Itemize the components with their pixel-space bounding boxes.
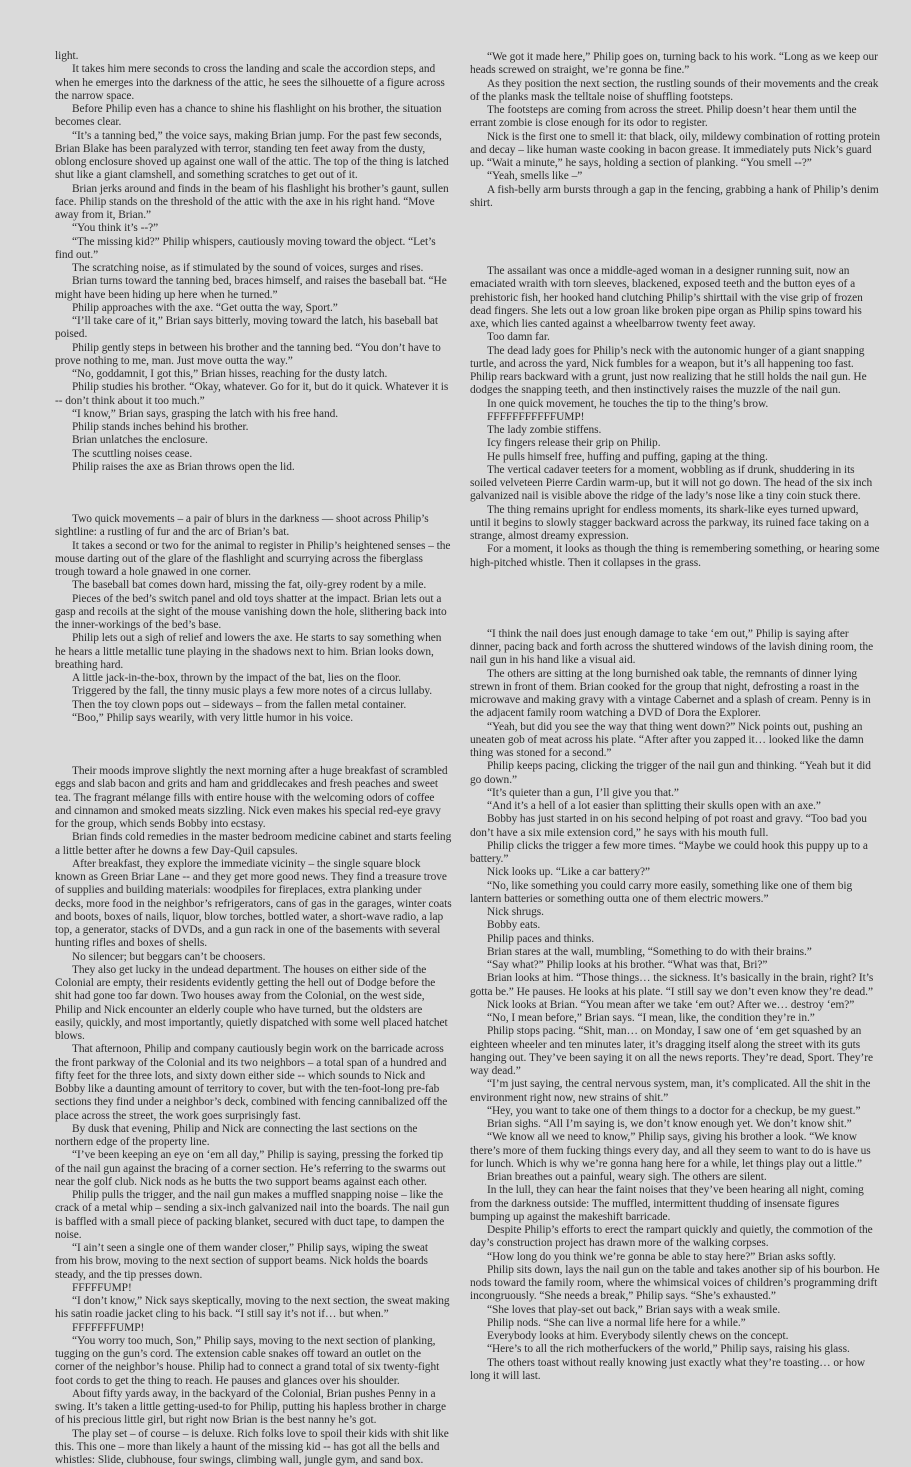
paragraph: It takes a second or two for the animal to register in Philip’s heightened senses – the mouse darting out of the glare of the flashlight and scurrying across the fiberglass trough toward a hole gnawed in one corner.: [55, 540, 452, 580]
paragraph: Icy fingers release their grip on Philip.: [470, 437, 880, 450]
paragraph: Two quick movements – a pair of blurs in the darkness — shoot across Philip’s sightline: a rustling of fur and the arc of Brian’s bat.: [55, 513, 452, 540]
paragraph: In one quick movement, he touches the tip to the thing’s brow.: [470, 398, 880, 411]
paragraph: Brian turns toward the tanning bed, braces himself, and raises the baseball bat. “He might have been hiding up here when he turned.”: [55, 275, 452, 302]
paragraph: About fifty yards away, in the backyard of the Colonial, Brian pushes Penny in a swing. It’s taken a little getting-used-to for Philip, putting his hapless brother in charge of his precious little girl, but right now Brian is the best nanny he’s got.: [55, 1388, 452, 1428]
paragraph: Brian finds cold remedies in the master bedroom medicine cabinet and starts feeling a little better after he downs a few Day-Quil capsules.: [55, 831, 452, 858]
paragraph: A fish-belly arm bursts through a gap in the fencing, grabbing a hank of Philip’s denim shirt.: [470, 184, 880, 211]
paragraph: Bobby eats.: [470, 919, 880, 932]
paragraph: After breakfast, they explore the immediate vicinity – the single square block known as Green Briar Lane -- and they get more good news. They find a treasure trove of supplies and building materials: woodpiles for fireplaces, extra planking under decks, more food in the neighbor’s refrigerators, cans of gas in the garages, winter coats and boots, boxes of nails, liquor, blow torches, bottled water, a short-wave radio, a lap top, a generator, stacks of DVDs, and a gun rack in one of the basements with several hunting rifles and boxes of shells.: [55, 858, 452, 951]
paragraph: Then the toy clown pops out – sideways – from the fallen metal container.: [55, 699, 452, 712]
paragraph: Philip approaches with the axe. “Get outta the way, Sport.”: [55, 302, 452, 315]
paragraph: light.: [55, 50, 452, 63]
paragraph: Philip studies his brother. “Okay, whatever. Go for it, but do it quick. Whatever it is -- don’t think about it too much.”: [55, 381, 452, 408]
paragraph: Philip pulls the trigger, and the nail gun makes a muffled snapping noise – like the crack of a metal whip – sending a six-inch galvanized nail into the boards. The nail gun is baffled with a small piece of packing blanket, secured with duct tape, to dampen the noise.: [55, 1189, 452, 1242]
paragraph: Pieces of the bed’s switch panel and old toys shatter at the impact. Brian lets out a gasp and recoils at the sight of the mouse vanishing down the hole, slithering back into the inner-workings of the bed’s base.: [55, 593, 452, 633]
paragraph: Philip paces and thinks.: [470, 933, 880, 946]
paragraph: Despite Philip’s efforts to erect the rampart quickly and quietly, the commotion of the day’s construction project has drawn more of the walking corpses.: [470, 1224, 880, 1251]
paragraph: Before Philip even has a chance to shine his flashlight on his brother, the situation becomes clear.: [55, 103, 452, 130]
paragraph: As they position the next section, the rustling sounds of their movements and the creak of the planks mask the telltale noise of shuffling footsteps.: [470, 78, 880, 105]
paragraph: “You worry too much, Son,” Philip says, moving to the next section of planking, tugging on the gun’s cord. The extension cable snakes off toward an outlet on the corner of the neighbor’s house. Philip had to connect a grand total of six twenty-fight foot cords to get the thing to reach. He pauses and glances over his shoulder.: [55, 1335, 452, 1388]
paragraph: The scratching noise, as if stimulated by the sound of voices, surges and rises.: [55, 262, 452, 275]
paragraph: Philip nods. “She can live a normal life here for a while.”: [470, 1317, 880, 1330]
paragraph: Philip sits down, lays the nail gun on the table and takes another sip of his bourbon. He nods toward the family room, where the whimsical voices of children’s programming drift incongruously. “She needs a break,” Philip says. “She’s exhausted.”: [470, 1264, 880, 1304]
paragraph: “Yeah, but did you see the way that thing went down?” Nick points out, pushing an uneaten gob of meat across his plate. “After after you zapped it… looked like the damn thing was stoned for a second.”: [470, 721, 880, 761]
section-footsteps: [470, 51, 880, 210]
paragraph: “How long do you think we’re gonna be able to stay here?” Brian asks softly.: [470, 1251, 880, 1264]
paragraph: “Hey, you want to take one of them things to a doctor for a checkup, be my guest.”: [470, 1105, 880, 1118]
paragraph: “She loves that play-set out back,” Brian says with a weak smile.: [470, 1304, 880, 1317]
paragraph: Brian breathes out a painful, weary sigh. The others are silent.: [470, 1171, 880, 1184]
paragraph: Philip keeps pacing, clicking the trigger of the nail gun and thinking. “Yeah but it did go down.”: [470, 760, 880, 787]
paragraph: Philip stops pacing. “Shit, man… on Monday, I saw one of ‘em get squashed by an eighteen wheeler and ten minutes later, it’s dragging itself along the street with its guts hanging out. They’ve been saying it on all the news reports. They’re dead, Sport. They’re way dead.”: [470, 1025, 880, 1078]
paragraph: Philip clicks the trigger a few more times. “Maybe we could hook this puppy up to a battery.”: [470, 840, 880, 867]
paragraph: “We got it made here,” Philip goes on, turning back to his work. “Long as we keep our heads screwed on straight, we’re gonna be fine.”: [470, 51, 880, 78]
paragraph: Triggered by the fall, the tinny music plays a few more notes of a circus lullaby.: [55, 685, 452, 698]
section-attic: [55, 50, 452, 474]
paragraph: The play set – of course – is deluxe. Rich folks love to spoil their kids with shit like this. This one – more than likely a haunt of the missing kid -- has got all the bells and whistles: Slide, clubhouse, four swings, climbing wall, jungle gym, and sand box.: [55, 1428, 452, 1467]
paragraph: Nick looks at Brian. “You mean after we take ‘em out? After we… destroy ‘em?”: [470, 999, 880, 1012]
paragraph: Brian unlatches the enclosure.: [55, 434, 452, 447]
paragraph: FFFFFUMP!: [55, 1282, 452, 1295]
paragraph: “I’m just saying, the central nervous system, man, it’s complicated. All the shit in the environment right now, new strains of shit.”: [470, 1078, 880, 1105]
paragraph: “Boo,” Philip says wearily, with very little humor in his voice.: [55, 712, 452, 725]
paragraph: “It’s a tanning bed,” the voice says, making Brian jump. For the past few seconds, Brian Blake has been paralyzed with terror, standing ten feet away from the dusty, oblong enclosure shoved up against one wall of the attic. The top of the thing is latched shut like a giant clamshell, and something scratches to get out of it.: [55, 130, 452, 183]
paragraph: In the lull, they can hear the faint noises that they’ve been hearing all night, coming from the darkness outside: The muffled, intermittent thudding of insensate figures bumping up against the makeshift barricade.: [470, 1184, 880, 1224]
paragraph: Philip raises the axe as Brian throws open the lid.: [55, 461, 452, 474]
paragraph: Nick shrugs.: [470, 906, 880, 919]
section-break: [470, 210, 880, 265]
paragraph: No silencer; but beggars can’t be choosers.: [55, 951, 452, 964]
paragraph: “Yeah, smells like –”: [470, 170, 880, 183]
paragraph: “We know all we need to know,” Philip says, giving his brother a look. “We know there’s more of them fucking things every day, and all they seem to want to do is have us for lunch. Which is why we’re gonna hang here for a while, let things play out a little.”: [470, 1131, 880, 1171]
paragraph: The baseball bat comes down hard, missing the fat, oily-grey rodent by a mile.: [55, 579, 452, 592]
paragraph: For a moment, it looks as though the thing is remembering something, or hearing some high-pitched whistle. Then it collapses in the grass.: [470, 543, 880, 570]
paragraph: Brian sighs. “All I’m saying is, we don’t know enough yet. We don’t know shit.”: [470, 1118, 880, 1131]
paragraph: “I ain’t seen a single one of them wander closer,” Philip says, wiping the sweat from his brow, moving to the next section of support beams. Nick holds the boards steady, and the tip presses down.: [55, 1242, 452, 1282]
section-break: [470, 570, 880, 628]
paragraph: They also get lucky in the undead department. The houses on either side of the Colonial are empty, their residents evidently getting the hell out of Dodge before the shit had gone too far down. Two houses away from the Colonial, on the west side, Philip and Nick encounter an elderly couple who have turned, but the oldsters are easily, quickly, and most importantly, quietly dispatched with some well placed hatchet blows.: [55, 964, 452, 1044]
paragraph: A little jack-in-the-box, thrown by the impact of the bat, lies on the floor.: [55, 672, 452, 685]
paragraph: The others are sitting at the long burnished oak table, the remnants of dinner lying strewn in front of them. Brian cooked for the group that night, defrosting a roast in the microwave and making gravy with a vintage Cabernet and a splash of cream. Penny is in the adjacent family room watching a DVD of Dora the Explorer.: [470, 668, 880, 721]
paragraph: “The missing kid?” Philip whispers, cautiously moving toward the object. “Let’s find out.”: [55, 236, 452, 263]
paragraph: That afternoon, Philip and company cautiously begin work on the barricade across the front parkway of the Colonial and its two neighbors – a total span of a hundred and fifty feet for the three lots, and sixty down either side -- which sounds to Nick and Bobby like a daunting amount of territory to cover, but with the ten-foot-long pre-fab sections they find under a neighbor’s deck, combined with fencing cannibalized off the place across the street, the work goes surprisingly fast.: [55, 1043, 452, 1123]
paragraph: “And it’s a hell of a lot easier than splitting their skulls open with an axe.”: [470, 800, 880, 813]
paragraph: Nick is the first one to smell it: that black, oily, mildewy combination of rotting protein and decay – like human waste cooking in bacon grease. It immediately puts Nick’s guard up. “Wait a minute,” he says, holding a section of planking. “You smell --?”: [470, 131, 880, 171]
paragraph: Brian stares at the wall, mumbling, “Something to do with their brains.”: [470, 946, 880, 959]
section-break: [55, 474, 452, 513]
paragraph: By dusk that evening, Philip and Nick are connecting the last sections on the northern edge of the property line.: [55, 1123, 452, 1150]
section-barricade: [55, 765, 452, 1467]
paragraph: Bobby has just started in on his second helping of pot roast and gravy. “Too bad you don’t have a six mile extension cord,” he says with his mouth full.: [470, 813, 880, 840]
paragraph: “I don’t know,” Nick says skeptically, moving to the next section, the sweat making his satin roadie jacket cling to his back. “I still say it’s not if… but when.”: [55, 1295, 452, 1322]
paragraph: The scuttling noises cease.: [55, 448, 452, 461]
paragraph: The others toast without really knowing just exactly what they’re toasting… or how long it will last.: [470, 1357, 880, 1384]
paragraph: Their moods improve slightly the next morning after a huge breakfast of scrambled eggs and slab bacon and grits and ham and griddlecakes and fresh peaches and sweet tea. The fragrant mélange fills with entire house with the welcoming odors of coffee and cinnamon and smoked meats sizzling. Nick even makes his special red-eye gravy for the group, which sends Bobby into ecstasy.: [55, 765, 452, 831]
paragraph: Everybody looks at him. Everybody silently chews on the concept.: [470, 1330, 880, 1343]
paragraph: Philip stands inches behind his brother.: [55, 421, 452, 434]
paragraph: Brian looks at him. “Those things… the sickness. It’s basically in the brain, right? It’s gotta be.” He pauses. He looks at his plate. “I still say we don’t even know they’re dead.”: [470, 972, 880, 999]
paragraph: Philip lets out a sigh of relief and lowers the axe. He starts to say something when he hears a little metallic tune playing in the shadows next to him. Brian looks down, breathing hard.: [55, 632, 452, 672]
paragraph: “Say what?” Philip looks at his brother. “What was that, Bri?”: [470, 959, 880, 972]
paragraph: It takes him mere seconds to cross the landing and scale the accordion steps, and when he emerges into the darkness of the attic, he sees the silhouette of a figure across the narrow space.: [55, 63, 452, 103]
paragraph: “I’ve been keeping an eye on ‘em all day,” Philip is saying, pressing the forked tip of the nail gun against the bracing of a corner section. He’s referring to the swarms out near the golf club. Nick nods as he butts the two support beams against each other.: [55, 1149, 452, 1189]
section-break: [55, 725, 452, 765]
section-assailant: [470, 265, 880, 570]
paragraph: The assailant was once a middle-aged woman in a designer running suit, now an emaciated wraith with torn sleeves, blackened, exposed teeth and the button eyes of a prehistoric fish, her hooked hand clutching Philip’s shirttail with the vise grip of frozen dead fingers. She lets out a low groan like broken pipe organ as Philip spins toward his axe, which lies canted against a wheelbarrow twenty feet away.: [470, 265, 880, 331]
paragraph: The lady zombie stiffens.: [470, 424, 880, 437]
paragraph: The thing remains upright for endless moments, its shark-like eyes turned upward, until it begins to slowly stagger backward across the parkway, its ruined face taking on a strange, almost dreamy expression.: [470, 504, 880, 544]
paragraph: “Here’s to all the rich motherfuckers of the world,” Philip says, raising his glass.: [470, 1343, 880, 1356]
right-column: [470, 51, 880, 1383]
paragraph: Nick looks up. “Like a car battery?”: [470, 866, 880, 879]
paragraph: “No, like something you could carry more easily, something like one of them big lantern batteries or something outta one of them electric mowers.”: [470, 880, 880, 907]
section-dinner: [470, 628, 880, 1383]
paragraph: He pulls himself free, huffing and puffing, gaping at the thing.: [470, 451, 880, 464]
paragraph: “It’s quieter than a gun, I’ll give you that.”: [470, 787, 880, 800]
paragraph: Philip gently steps in between his brother and the tanning bed. “You don’t have to prove nothing to me, man. Just move outta the way.”: [55, 342, 452, 369]
paragraph: The vertical cadaver teeters for a moment, wobbling as if drunk, shuddering in its soiled velveteen Pierre Cardin warm-up, but it will not go down. The head of the six inch galvanized nail is visible above the ridge of the lady’s nose like a tiny coin stuck there.: [470, 464, 880, 504]
paragraph: Brian jerks around and finds in the beam of his flashlight his brother’s gaunt, sullen face. Philip stands on the threshold of the attic with the axe in his right hand. “Move away from it, Brian.”: [55, 183, 452, 223]
paragraph: The footsteps are coming from across the street. Philip doesn’t hear them until the errant zombie is close enough for its odor to register.: [470, 104, 880, 131]
paragraph: “I know,” Brian says, grasping the latch with his free hand.: [55, 408, 452, 421]
paragraph: FFFFFFFFFFFUMP!: [470, 411, 880, 424]
paragraph: “No, goddamnit, I got this,” Brian hisses, reaching for the dusty latch.: [55, 368, 452, 381]
paragraph: “You think it’s --?”: [55, 222, 452, 235]
paragraph: “I think the nail does just enough damage to take ‘em out,” Philip is saying after dinner, pacing back and forth across the shuttered windows of the lavish dining room, the nail gun in his hand like a visual aid.: [470, 628, 880, 668]
section-mouse: [55, 513, 452, 725]
paragraph: FFFFFFFUMP!: [55, 1322, 452, 1335]
paragraph: The dead lady goes for Philip’s neck with the autonomic hunger of a giant snapping turtle, and across the yard, Nick fumbles for a weapon, but it’s all happening too fast. Philip rears backward with a grunt, just now realizing that he still holds the nail gun. He dodges the snapping teeth, and then instinctively raises the muzzle of the nail gun.: [470, 345, 880, 398]
paragraph: Too damn far.: [470, 331, 880, 344]
paragraph: “No, I mean before,” Brian says. “I mean, like, the condition they’re in.”: [470, 1012, 880, 1025]
left-column: [55, 50, 452, 1467]
paragraph: “I’ll take care of it,” Brian says bitterly, moving toward the latch, his baseball bat poised.: [55, 315, 452, 342]
